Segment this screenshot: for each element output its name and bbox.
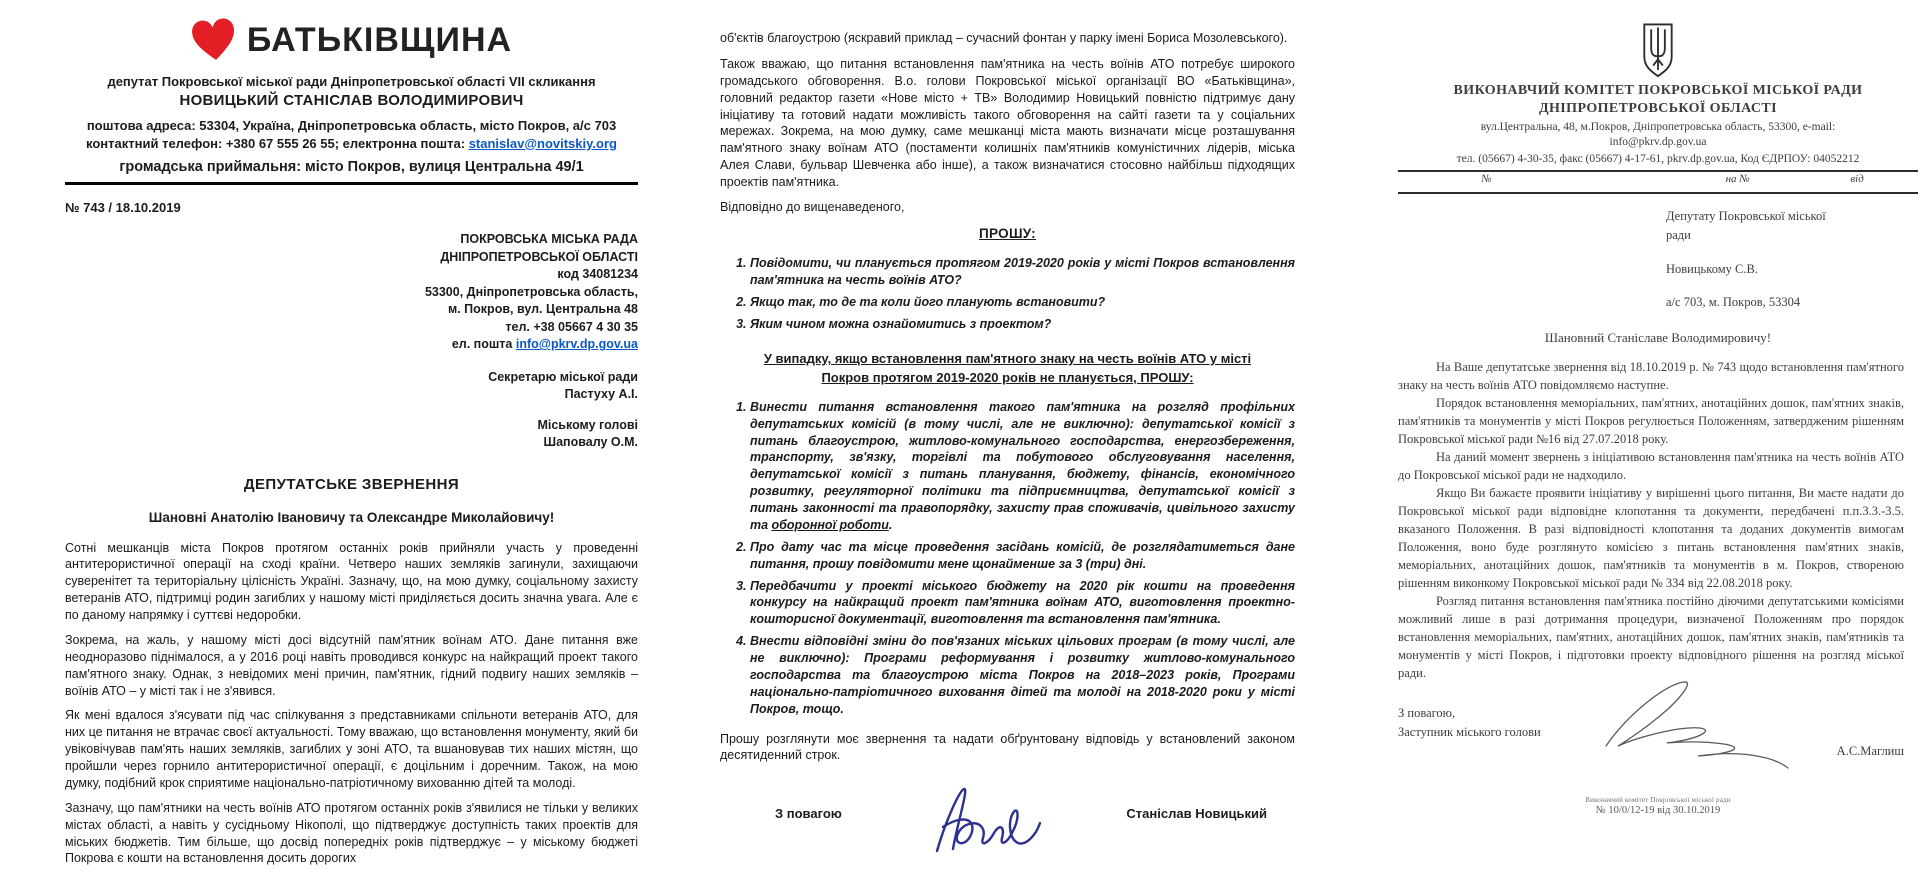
addressee-mayor: Міському голові Шаповалу О.М.: [537, 417, 638, 450]
paragraph: Зокрема, на жаль, у нашому місті досі відсутній пам'ятник воїнам АТО. Дане питання вже неодноразово піднімалося, а у 2016 році навіть проводився конкурс на найкращий проект такого пам'ятного знаку. Однак, з невідомих мені причин, пам'ятник, гідний подвигу наших земляків – воїнів АТО – у місті так і не з'явився.: [65, 632, 638, 698]
deputy-letter-page-1: [65, 0, 638, 875]
paragraph: Розгляд питання встановлення пам'ятника постійно діючими депутатськими комісіями можливий лише в разі дотримання процедури, визначеної Положенням про порядок встановлення меморіальних, пам'ятних, анотаційних дошок, пам'ятних знаків, пам'ятників та монументів у місті Покров, і підготовки проекту відповідного рішення на розгляд міської ради.: [1398, 593, 1904, 680]
signer-title: Заступник міського голови: [1398, 724, 1541, 739]
document-title: ДЕПУТАТСЬКЕ ЗВЕРНЕННЯ: [243, 475, 460, 493]
regards-label: З повагою,: [1398, 705, 1456, 720]
council-email-line: ел. пошта info@pkrv.dp.gov.ua: [451, 337, 638, 352]
stamp-number-line: № 10/0/12-19 від 30.10.2019: [1595, 804, 1721, 816]
party-logo: [65, 12, 638, 68]
ref-from-label: від: [1850, 172, 1864, 185]
closing-paragraph: Прошу розглянути моє звернення та надати обґрунтовану відповідь у встановлений законом десятиденний строк.: [720, 731, 1295, 763]
reference-number: № 743 / 18.10.2019: [65, 200, 181, 216]
handwritten-signature: [1588, 676, 1818, 776]
addressee-secretary: Секретарю міської ради Пастуху А.І.: [488, 369, 638, 402]
reference-fields-row: [1398, 172, 1918, 189]
request-list: [750, 255, 1295, 333]
paragraph: На даний момент звернень з ініціативою встановлення пам'ятника на честь воїнів АТО до Покровської міської ради не надходило.: [1398, 449, 1904, 482]
recipient-block: ПОКРОВСЬКА МІСЬКА РАДА ДНІПРОПЕТРОВСЬКОЇ ОБЛАСТІ код 34081234 53300, Дніпропетровська область, м. Покров, вул. Центральна 48 тел. +38 05667 4 30 35 ел. пошта info@pkrv.dp.gov.ua: [65, 231, 638, 354]
deputy-email-link[interactable]: stanislav@novitskiy.org: [468, 135, 617, 151]
org-name-line2: ДНІПРОПЕТРОВСЬКОЇ ОБЛАСТІ: [1538, 100, 1778, 116]
deputy-contact-block: [65, 117, 638, 152]
underlined-phrase: оборонної роботи: [771, 517, 889, 532]
request-heading: ПРОШУ:: [979, 225, 1036, 241]
reply-body: [1398, 358, 1918, 682]
party-name: БАТЬКІВЩИНА: [246, 20, 513, 59]
letter-body: [65, 540, 638, 868]
letterhead-divider: [65, 182, 638, 185]
ref-on-no-label: на №: [1725, 172, 1750, 185]
paragraph: Зазначу, що пам'ятники на честь воїнів АТО протягом останніх років з'явилися не тільки у великих містах області, а навіть у сусідньому Нікополі, що підтверджує доступність таких проектів для міських бюджетів. Тим більше, що досвід попередніх років підтверджує – у міському бюджеті Покрова є кошти на встановлення досить дорогих: [65, 800, 638, 866]
conditional-request-list: [750, 399, 1295, 718]
list-item: 2. Про дату час та місце проведення засідань комісій, де розглядатиметься дане питання, прошу повідомити мене щонайменше за 3 (три) дні.: [750, 539, 1295, 573]
paragraph: об'єктів благоустрою (яскравий приклад – сучасний фонтан у парку імені Бориса Мозолевського).: [720, 31, 1288, 45]
list-item: 3. Яким чином можна ознайомитись з проектом?: [750, 316, 1295, 333]
header-rule-bottom: [1398, 192, 1918, 194]
paragraph: Як мені вдалося з'ясувати під час спілкування з представниками спільноти ветеранів АТО, для них це питання не втрачає своєї актуальності. Тому вважаю, що встановлення монументу, який би увіковічував пам'ять наших земляків, загиблих у зоні АТО, та вшановував тих наших містян, що пройшли через горнило антитерористичної операції, є доцільним і доречним. Також, на мою думку, подібний крок сприятиме національно-патріотичному вихованню дітей та молоді.: [65, 708, 638, 790]
ref-no-label: №: [1481, 172, 1492, 185]
reply-salutation: Шановний Станіславе Володимировичу!: [1544, 329, 1772, 345]
paragraph: Якщо Ви бажаєте проявити ініціативу у вирішенні цього питання, Ви маєте надати до Покровської міської ради відповідне клопотання та документи, передбачені п.п.3.3.-3.5. вказаного Положення. В разі відповідності клопотання та доданих документів вимогам Положення, воно буде розглянуто комісією з питань встановлення пам'ятних знаків, меморіальних, анотаційних дошок, пам'ятників та монументів в м. Покров, створеною рішенням виконкому Покровської міської ради № 334 від 22.08.2018 року.: [1398, 485, 1904, 590]
salutation: Шановні Анатолію Івановичу та Олександре Миколайовичу!: [148, 509, 555, 525]
regards-label: З повагою: [775, 805, 842, 821]
postal-address: поштова адреса: 53304, Україна, Дніпропетровська область, місто Покров, а/с 703: [86, 118, 617, 133]
phone-email-line: контактний телефон: +380 67 555 26 55; електронна пошта: stanislav@novitskiy.org: [86, 135, 617, 151]
deputy-letter-page-2: [720, 0, 1295, 856]
deputy-name: НОВИЦЬКИЙ СТАНІСЛАВ ВОЛОДИМИРОВИЧ: [179, 92, 524, 109]
signer-name: Станіслав Новицький: [1126, 805, 1267, 821]
paragraph: Сотні мешканців міста Покров протягом останніх років прийняли участь у проведенні антитерористичної операції на сході країни. Четверо наших земляків загинули, захищаючи суверенітет та територіальну цілісність Україні. Зазначу, що, на мою думку, соціальному захисту ветеранів АТО, підтримці родин загиблих у нашому місті приділяється досить значна увага. Але є по даному напрямку і суттєві недоробки.: [65, 540, 638, 623]
stamp-org-line: Виконавчий комітет Покровської міської ради: [1585, 795, 1731, 804]
handwritten-signature: [909, 775, 1059, 859]
council-reply-page: [1398, 0, 1918, 816]
list-item: 2. Якщо так, то де та коли його планують встановити?: [750, 294, 1295, 311]
deputy-header-line: депутат Покровської міської ради Дніпропетровської області VII скликання: [107, 74, 596, 89]
org-email: info@pkrv.dp.gov.ua: [1609, 135, 1707, 148]
paragraph: На Ваше депутатське звернення від 18.10.2019 р. № 743 щодо встановлення пам'ятного знаку на честь воїнів АТО повідомляємо наступне.: [1398, 359, 1904, 392]
list-item: 3. Передбачити у проекті міського бюджету на 2020 рік кошти на проведення конкурсу на найкращий проект пам'ятника воїнам АТО, виготовлення проектно-кошторисної документації, виготовлення та встановлення пам'ятника.: [750, 578, 1295, 629]
org-address: вул.Центральна, 48, м.Покров, Дніпропетровська область, 53300, e-mail:: [1480, 121, 1836, 133]
signature-row: [720, 770, 1295, 856]
org-name-line1: ВИКОНАВЧИЙ КОМІТЕТ ПОКРОВСЬКОЇ МІСЬКОЇ РАДИ: [1453, 83, 1863, 98]
council-email-link[interactable]: info@pkrv.dp.gov.ua: [515, 337, 638, 352]
org-contacts: тел. (05667) 4-30-35, факс (05667) 4-17-61, pkrv.dp.gov.ua, Код ЄДРПОУ: 04052212: [1456, 152, 1860, 165]
reply-recipient-block: Депутату Покровської міської ради Новицькому С.В. а/с 703, м. Покров, 53304: [1666, 208, 1826, 310]
list-item: 1. Повідомити, чи планується протягом 2019-2020 років у місті Покров встановлення пам'ятника на честь воїнів АТО?: [750, 255, 1295, 289]
reception-line: громадська приймальня: місто Покров, вулиця Центральна 49/1: [119, 159, 584, 176]
lead-in-line: Відповідно до вищенаведеного,: [720, 199, 905, 214]
ukraine-trident-emblem-icon: [1398, 22, 1918, 78]
reply-signature-block: [1398, 704, 1918, 796]
heart-icon: [189, 16, 239, 65]
conditional-request-heading: У випадку, якщо встановлення пам'ятного знаку на честь воїнів АТО у місті Покров протягом 2019-2020 років не планується, ПРОШУ:: [763, 351, 1252, 385]
registration-stamp: [1398, 796, 1918, 816]
list-item: 1. Винести питання встановлення такого пам'ятника на розгляд профільних депутатських комісій (в тому числі, але не виключно): депутатської комісії з питань благоустрою, житлово-комунального господарства, енергозбереження, транспорту, зв'язку, торгівлі та побутового обслуговування населення, депутатської комісії з питань планування, бюджету, фінансів, економічного розвитку, регуляторної політики та підприємництва, депутатської комісії з питань законності та правопорядку, захисту прав споживачів, цивільного захисту та оборонної роботи.: [750, 399, 1295, 534]
signer-name: А.С.Маглиш: [1836, 743, 1904, 758]
paragraph: Порядок встановлення меморіальних, пам'ятних, анотаційних дошок, пам'ятних знаків, пам'ятників та монументів у місті Покров регулюється Положенням, затвердженим рішенням Покровської міської ради №16 від 27.07.2018 року.: [1398, 395, 1904, 446]
list-item: 4. Внести відповідні зміни до пов'язаних міських цільових програм (в тому числі, але не виключно): Програми реформування і розвитку житлово-комунального господарства та благоустрою міста Покров на 2018–2023 років, Програми національно-патріотичного виховання дітей та молоді на 2018-2020 роки у місті Покров, тощо.: [750, 633, 1295, 717]
paragraph: Також вважаю, що питання встановлення пам'ятника на честь воїнів АТО потребує широкого громадського обговорення. В.о. голови Покровської міської організації ВО «Батьківщина», головний редактор газети «Нове місто + ТВ» Володимир Новицький повністю підтримує дану ініціативу та готовий надати можливість такого обговорення на сайті газети та у соціальних мережах. Зокрема, на мою думку, саме мешканці міста мають визначати місце розташування пам'ятного знаку воїнам АТО (постаменти колишніх пам'ятників комуністичних лідерів, міська Алея Слави, бульвар Шевченка або інше), а також визначатися стосовно найбільш підходящих проектів пам'ятника.: [720, 56, 1295, 189]
